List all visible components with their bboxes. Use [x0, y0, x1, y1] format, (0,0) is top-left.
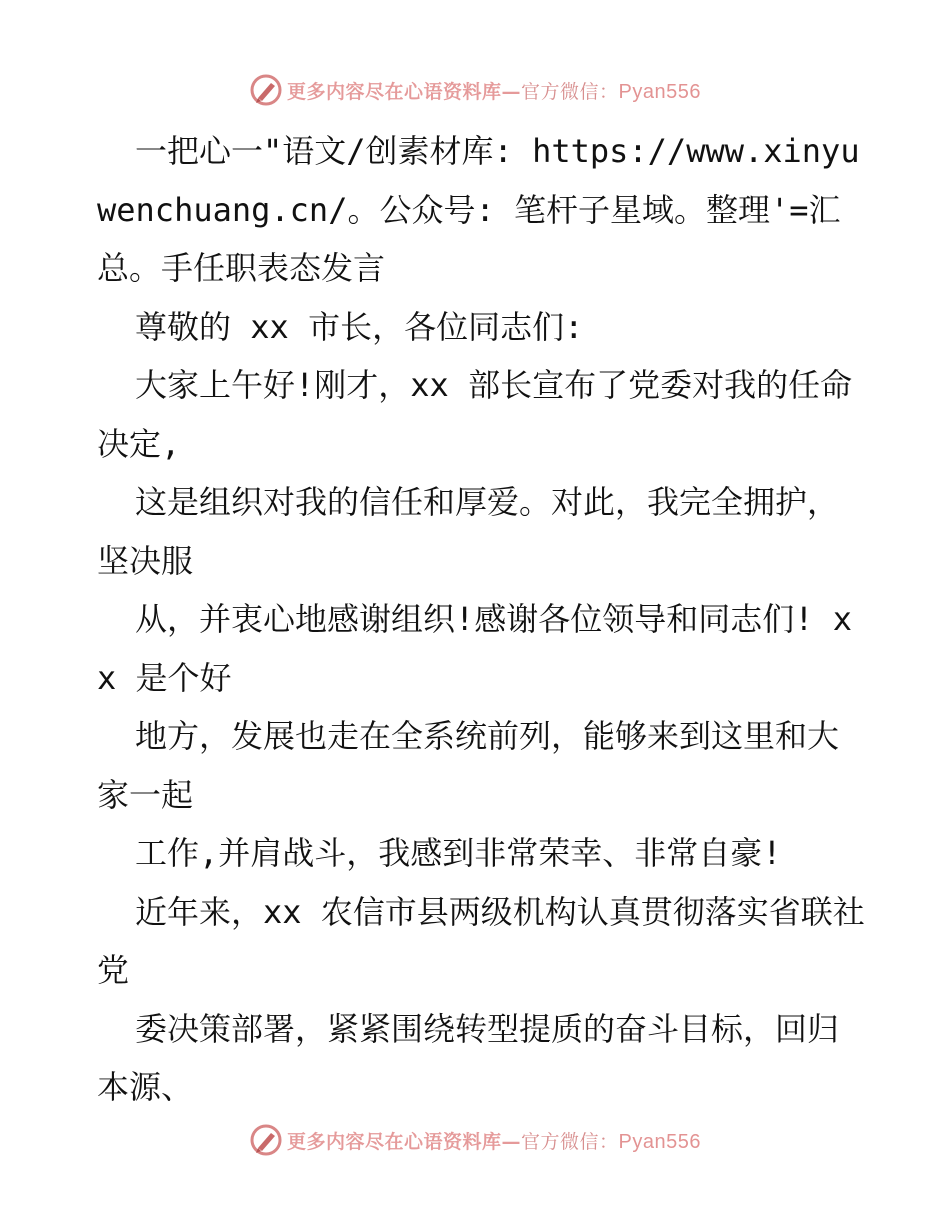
banner-wechat-id: Pyan556	[618, 1130, 701, 1153]
paragraph: 这是组织对我的信任和厚爱。对此，我完全拥护，坚决服	[97, 483, 840, 580]
footer-banner	[0, 1120, 950, 1160]
pen-logo-icon	[249, 1123, 283, 1157]
paragraph: 委决策部署，紧紧围绕转型提质的奋斗目标，回归本源、	[97, 1009, 840, 1106]
document-body	[97, 122, 867, 1117]
banner-dash: —	[501, 80, 522, 103]
banner-title: 更多内容尽在心语资料库	[287, 1130, 502, 1153]
header-banner	[0, 70, 950, 110]
paragraph: 地方，发展也走在全系统前列，能够来到这里和大家一起	[97, 717, 840, 814]
paragraph: 从，并衷心地感谢组织!感谢各位领导和同志们! xx 是个好	[97, 600, 853, 697]
banner-dash: —	[501, 1130, 522, 1153]
banner-wechat-label: 官方微信：	[521, 1130, 619, 1153]
banner-title: 更多内容尽在心语资料库	[287, 80, 502, 103]
paragraph: 尊敬的 xx 市长，各位同志们:	[135, 307, 584, 346]
paragraph: 一把心一"语文/创素材库: https://www.xinyuwenchuang.cn/。公众号: 笔杆子星域。整理'=汇总。手任职表态发言	[97, 132, 860, 287]
banner-wechat-id: Pyan556	[618, 80, 701, 103]
banner-wechat-label: 官方微信：	[521, 80, 619, 103]
pen-logo-icon	[249, 73, 283, 107]
paragraph: 工作,并肩战斗，我感到非常荣幸、非常自豪!	[135, 834, 782, 872]
paragraph: 大家上午好!刚才，xx 部长宣布了党委对我的任命决定,	[97, 366, 853, 463]
paragraph: 近年来，xx 农信市县两级机构认真贯彻落实省联社党	[97, 892, 865, 989]
